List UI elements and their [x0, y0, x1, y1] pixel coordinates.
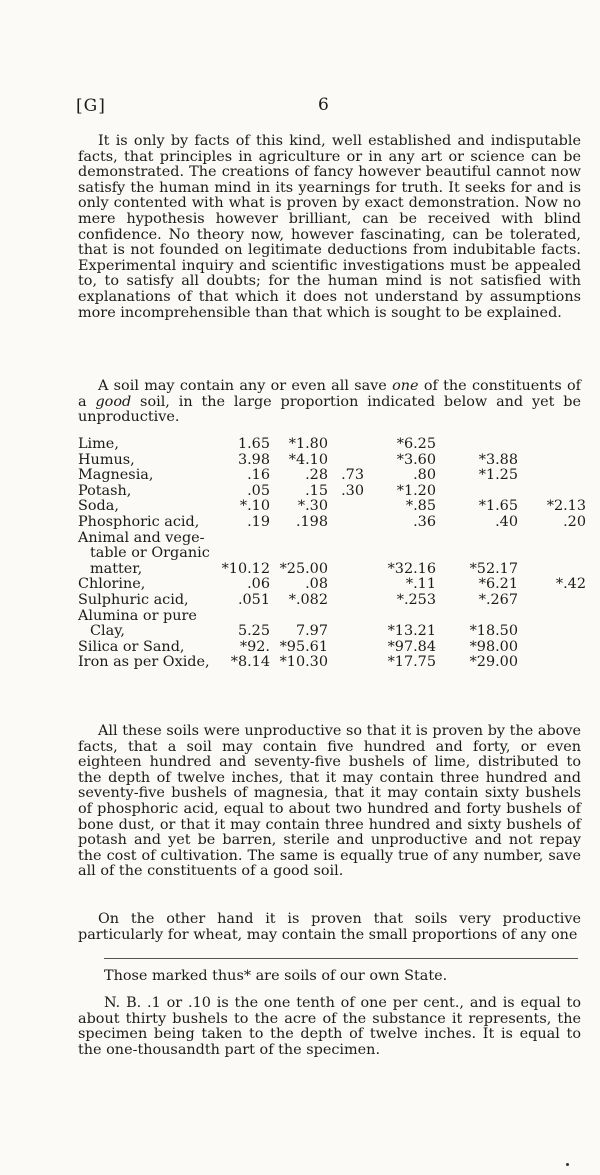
table-cell: [518, 640, 586, 656]
table-cell: [364, 609, 436, 625]
table-cell: [518, 468, 586, 484]
table-cell: .20: [563, 513, 586, 530]
table-cell: *.11: [405, 576, 436, 593]
table-cell: *1.20: [396, 482, 436, 499]
table-cell: *.267: [478, 591, 518, 608]
row-label: Soda,: [78, 498, 119, 515]
paragraph-facts: It is only by facts of this kind, well established and indisputable facts, that principles in agriculture or in any art or science can be demonstrated. The creations of fancy however beautiful cannot now satisfy the human mind in its yearnings for truth. It seeks for and is only contented with what is proven by exact demonstration. Now no mere hypothesis however brilliant, can be received with blind confidence. No theory now, however fascinating, can be tolerated, that is not founded on legitimate deductions from indubitable facts. Experimental inquiry and scientific investigations must be appealed to, to satisfy all doubts; for the human mind is not satisfied with explanations of that which it does not understand by assumptions more incomprehensible than that which is sought to be explained.: [78, 133, 581, 321]
row-label: matter,: [90, 560, 143, 577]
table-cell: 5.25: [237, 623, 270, 640]
table-cell: .051: [237, 591, 270, 608]
table-cell: *1.65: [478, 498, 518, 515]
table-cell: [208, 609, 270, 625]
table-cell: [270, 609, 328, 625]
table-cell: [328, 437, 364, 453]
table-cell: [436, 437, 518, 453]
table-cell: [328, 531, 364, 547]
table-row: [78, 484, 586, 500]
table-row: [78, 437, 586, 453]
emphasis-good: good: [95, 393, 132, 410]
table-row: [78, 453, 586, 469]
table-cell: 7.97: [295, 623, 328, 640]
table-row: [78, 593, 586, 609]
table-cell: .73: [341, 467, 364, 484]
emphasis-one: one: [392, 378, 419, 394]
table-cell: [270, 531, 328, 547]
table-row: [78, 562, 586, 578]
table-cell: *.42: [555, 576, 586, 593]
table-cell: [328, 453, 364, 469]
table-cell: .19: [247, 513, 270, 530]
row-label: Humus,: [78, 451, 135, 468]
table-cell: *3.88: [478, 451, 518, 468]
table-cell: *1.25: [478, 467, 518, 484]
table-cell: [328, 577, 364, 593]
page-number: 6: [318, 95, 329, 115]
table-cell: *2.13: [546, 498, 586, 515]
table-cell: .40: [495, 513, 518, 530]
table-cell: [518, 437, 586, 453]
table-cell: [328, 640, 364, 656]
table-cell: *.10: [239, 498, 270, 515]
paragraph-soil-intro: [78, 379, 581, 426]
print-speck: [566, 1163, 569, 1166]
table-cell: [328, 499, 364, 515]
table-row: [78, 577, 586, 593]
table-cell: *18.50: [469, 623, 518, 640]
paragraph-soil-intro-end: soil, in the large proportion indicated below and yet be unproductive.: [78, 393, 581, 426]
table-cell: [436, 531, 518, 547]
table-cell: *1.80: [288, 436, 328, 452]
table-cell: [436, 609, 518, 625]
table-cell: [364, 531, 436, 547]
signature-mark: [G]: [76, 96, 106, 116]
table-cell: .30: [341, 482, 364, 499]
row-label: Magnesia,: [78, 467, 154, 484]
table-cell: .16: [247, 467, 270, 484]
table-cell: *97.84: [387, 638, 436, 655]
table-row: [78, 468, 586, 484]
row-label: Alumina or pure: [78, 607, 197, 624]
row-label: Clay,: [90, 623, 125, 640]
table-cell: *3.60: [396, 451, 436, 468]
table-cell: *92.: [239, 638, 270, 655]
table-cell: *32.16: [387, 560, 436, 577]
table-row: [78, 499, 586, 515]
footnote-divider: [104, 958, 578, 959]
table-cell: *8.14: [230, 654, 270, 671]
table-cell: [328, 515, 364, 531]
table-cell: *25.00: [279, 560, 328, 577]
footnote-marked: Those marked thus* are soils of our own State.: [104, 968, 448, 984]
table-cell: [518, 453, 586, 469]
row-label: Lime,: [78, 436, 119, 452]
table-cell: [518, 593, 586, 609]
table-cell: [518, 624, 586, 640]
row-label: table or Organic: [90, 545, 210, 562]
table-row: [78, 546, 586, 562]
table-cell: *10.30: [279, 654, 328, 671]
table-cell: 1.65: [237, 436, 270, 452]
table-cell: *6.25: [396, 436, 436, 452]
row-label: Animal and vege-: [78, 529, 205, 546]
table-cell: .36: [413, 513, 436, 530]
paragraph-soil-intro-start: A soil may contain any or even all save: [98, 378, 393, 394]
table-cell: *6.21: [478, 576, 518, 593]
table-cell: [328, 546, 364, 562]
table-cell: *13.21: [387, 623, 436, 640]
paragraph-productive: On the other hand it is proven that soils very productive particularly for wheat, may contain the small proportions of any one: [78, 911, 581, 943]
table-cell: .08: [305, 576, 328, 593]
table-cell: [518, 531, 586, 547]
table-cell: [518, 609, 586, 625]
table-cell: [328, 609, 364, 625]
row-label: Potash,: [78, 482, 132, 499]
table-cell: *.30: [297, 498, 328, 515]
table-cell: .80: [413, 467, 436, 484]
table-cell: [518, 655, 586, 671]
row-label: Phosphoric acid,: [78, 513, 200, 530]
paragraph-unproductive: All these soils were unproductive so that it is proven by the above facts, that a soil may contain five hundred and forty, or even eighteen hundred and seventy-five bushels of lime, distributed to the depth of twelve inches, that it may contain three hundred and seventy-five bushels of magnesia, that it may contain sixty bushels of phosphoric acid, equal to about two hundred and forty bushels of bone dust, or that it may contain three hundred and sixty bushels of potash and yet be barren, sterile and unproductive and not repay the cost of cultivation. The same is equally true of any number, save all of the constituents of a good soil.: [78, 723, 581, 880]
table-cell: [518, 562, 586, 578]
table-cell: [208, 531, 270, 547]
row-label: Iron as per Oxide,: [78, 654, 210, 671]
table-cell: *.082: [288, 591, 328, 608]
table-cell: *4.10: [288, 451, 328, 468]
table-cell: *.253: [396, 591, 436, 608]
table-cell: [518, 484, 586, 500]
table-cell: .198: [295, 513, 328, 530]
table-cell: [364, 546, 436, 562]
table-row: [78, 515, 586, 531]
table-cell: .06: [247, 576, 270, 593]
table-row: [78, 640, 586, 656]
table-cell: *95.61: [279, 638, 328, 655]
table-cell: [328, 593, 364, 609]
table-cell: [328, 562, 364, 578]
table-cell: *10.12: [221, 560, 270, 577]
paragraph-soil-intro-middle: of the constituents of a: [78, 378, 581, 410]
table-cell: *17.75: [387, 654, 436, 671]
table-row: [78, 624, 586, 640]
table-row: [78, 655, 586, 671]
table-cell: .28: [305, 467, 328, 484]
row-label: Silica or Sand,: [78, 638, 185, 655]
table-cell: *29.00: [469, 654, 518, 671]
table-cell: [436, 484, 518, 500]
row-label: Chlorine,: [78, 576, 146, 593]
table-cell: 3.98: [237, 451, 270, 468]
table-row: [78, 531, 586, 547]
footnote-nb: N. B. .1 or .10 is the one tenth of one per cent., and is equal to about thirty bushels to the acre of the substance it represents, the specimen being taken to the depth of twelve inches. It is equal to the one-thousandth part of the specimen.: [78, 995, 581, 1058]
table-cell: .05: [247, 482, 270, 499]
table-cell: .15: [305, 482, 328, 499]
table-cell: [328, 624, 364, 640]
table-row: [78, 609, 586, 625]
table-cell: [270, 546, 328, 562]
table-cell: *52.17: [469, 560, 518, 577]
table-cell: [328, 655, 364, 671]
table-cell: *98.00: [469, 638, 518, 655]
table-cell: [436, 546, 518, 562]
row-label: Sulphuric acid,: [78, 591, 189, 608]
soil-constituents-table: [78, 437, 586, 671]
table-cell: [208, 546, 270, 562]
table-cell: *.85: [405, 498, 436, 515]
table-cell: [518, 546, 586, 562]
